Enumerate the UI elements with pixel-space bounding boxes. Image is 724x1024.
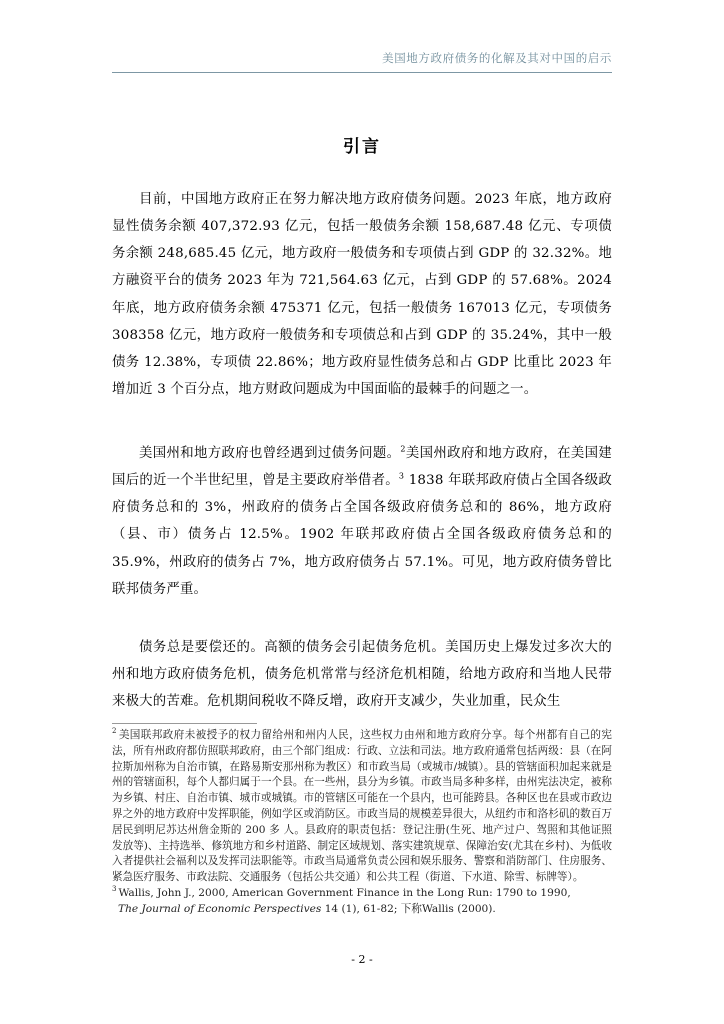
footnote-2-text: 美国联邦政府未被授予的权力留给州和州内人民，这些权力由州和地方政府分享。每个州都有自己的宪法，所有州政府都仿照联邦政府，由三个部门组成：行政、立法和司法。地方政府通常包括两级：县（在阿拉斯加州称为自治市镇，在路易斯安那州称为教区）和市政当局（或城市/城镇）。县的管辖面积加起来就是州的管辖面积，每个人都归属于一个县。在一些州，县分为乡镇。市政当局多种多样，由州宪法决定，被称为乡镇、村庄、自治市镇、城市或城镇。市的管辖区可能在一个县内，也可能跨县。各种区也在县或市政边界之外的地方政府中发挥职能，例如学区或消防区。市政当局的规模差异很大，从纽约市和洛杉矶的数百万居民到明尼苏达州詹金斯的 200 多 人。县政府的职责包括：登记注册(生死、地产过户、驾照和其他证照发放等)、主持选举、修筑地方和乡村道路、制定区域规划、落实建筑规章、保障治安(尤其在乡村)、为低收入者提供社会福利以及发挥司法职能等。市政当局通常负责公园和娱乐服务、警察和消防部门、住房服务、紧急医疗服务、市政法院、交通服务（包括公共交通）和公共工程（街道、下水道、除雪、标牌等）。 (112, 729, 612, 884)
footnotes (112, 728, 612, 918)
header-rule (112, 72, 612, 73)
footnote-3-number: 3 (112, 885, 117, 894)
footnote-2-number: 2 (112, 727, 117, 736)
footnote-3-rest: 14 (1), 61-82; 下称Wallis (2000). (321, 902, 496, 915)
footnote-ref-3: 3 (398, 471, 405, 481)
footnote-2 (112, 728, 612, 886)
paragraph-2-part-c: 1838 年联邦政府债占全国各级政府债务总和的 3%，州政府的债务占全国各级政府债务总和的 86%，地方政府（县、市）债务占 12.5%。1902 年联邦政府债占全国各级政府债务总和的 35.9%，州政府的债务占 7%，地方政府债务占 57.1%。可见，地方政府债务曾比联邦债务严重。 (112, 473, 612, 597)
section-title: 引言 (343, 137, 381, 157)
footnote-3 (112, 886, 612, 918)
paragraph-1: 目前，中国地方政府正在努力解决地方政府债务问题。2023 年底，地方政府显性债务余额 407,372.93 亿元，包括一般债务余额 158,687.48 亿元、专项债务余额 248,685.45 亿元，地方政府一般债务和专项债占到 GDP 的 32.32%。地方融资平台的债务 2023 年为 721,564.63 亿元，占到 GDP 的 57.68%。2024 年底，地方政府债务余额 475371 亿元，包括一般债务 167013 亿元，专项债务 308358 亿元，地方政府一般债务和专项债总和占到 GDP 的 35.24%，其中一般债务 12.38%，专项债 22.86%；地方政府显性债务总和占 GDP 比重比 2023 年增加近 3 个百分点，地方财政问题成为中国面临的最棘手的问题之一。 (112, 192, 612, 398)
paragraph-2-part-a: 美国州和地方政府也曾经遇到过债务问题。 (139, 446, 401, 461)
footnote-rule (112, 723, 257, 724)
running-header: 美国地方政府债务的化解及其对中国的启示 (382, 51, 612, 65)
paragraph-2 (112, 440, 612, 603)
page-number: - 2 - (351, 953, 373, 966)
footnote-3-citation: Wallis, John J., 2000, American Government Finance in the Long Run: 1790 to 1990, (118, 886, 571, 899)
footnote-ref-2: 2 (400, 444, 406, 454)
paragraph-3: 债务总是要偿还的。高额的债务会引起债务危机。美国历史上爆发过多次大的州和地方政府债务危机，债务危机常常与经济危机相随，给地方政府和当地人民带来极大的苦难。危机期间税收不降反增，政府开支减少，失业加重，民众生 (112, 640, 612, 710)
paragraph-2-part-b: 美国州政府和地方政府，在美国建国后的近一个半世纪里，曾是主要政府举借者。 (112, 446, 612, 489)
footnote-3-journal: The Journal of Economic Perspectives (118, 902, 322, 915)
